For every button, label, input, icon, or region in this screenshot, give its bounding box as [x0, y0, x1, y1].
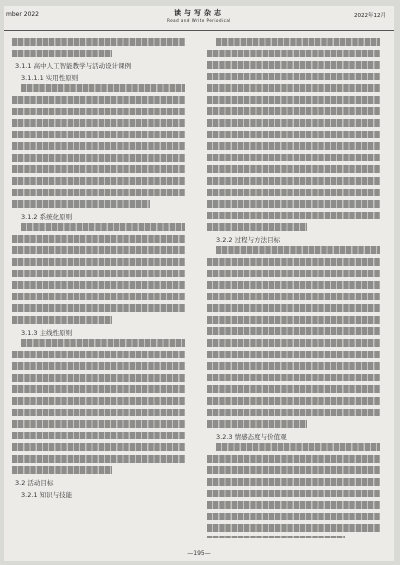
paragraph [12, 223, 185, 323]
paragraph [207, 246, 380, 427]
left-column [12, 38, 185, 538]
right-column [207, 38, 380, 538]
paragraph [12, 84, 185, 207]
paragraph [207, 38, 380, 231]
paragraph [207, 443, 380, 538]
subsection-heading: 3.1.1.1 实用性原则 [21, 73, 79, 82]
journal-masthead [154, 8, 244, 23]
subsection-heading: 3.1.2 系统化原则 [21, 212, 73, 221]
section-heading: 3.2 活动目标 [15, 479, 54, 488]
subsection-heading: 3.2.1 知识与技能 [21, 490, 73, 499]
journal-subtitle: Read and Write Periodical [167, 18, 231, 23]
header-date-right: 2022年12月 [354, 13, 386, 19]
header-date-left: mber 2022 [6, 11, 39, 18]
page-header [4, 6, 394, 31]
subsection-heading: 3.1.3 主线性原则 [21, 328, 73, 337]
section-heading: 3.1.1 高中人工智能教学与活动设计课例 [15, 62, 132, 71]
page-number: —195— [187, 550, 211, 557]
journal-page [4, 6, 394, 561]
journal-title: 读与写杂志 [174, 9, 224, 17]
paragraph [12, 339, 185, 474]
subsection-heading: 3.2.3 情感态度与价值观 [216, 432, 287, 441]
subsection-heading: 3.2.2 过程与方法目标 [216, 235, 281, 244]
paragraph [12, 38, 185, 57]
